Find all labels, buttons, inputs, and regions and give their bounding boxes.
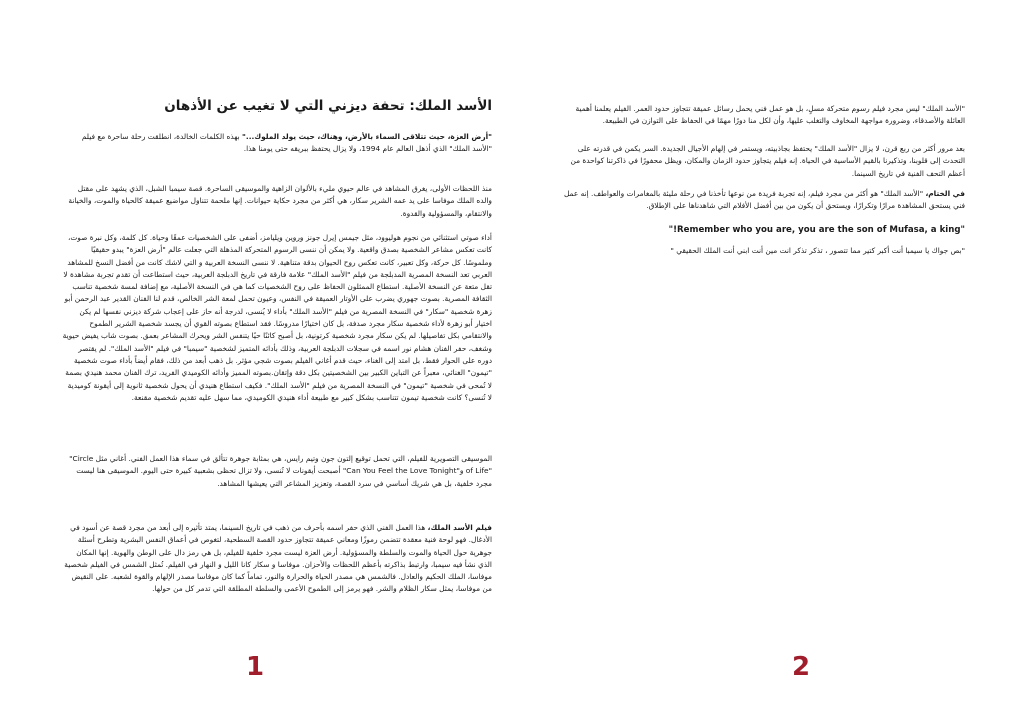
music-paragraph [62,453,492,490]
document-page-1 [62,0,492,724]
messages-paragraph: "الأسد الملك" ليس مجرد فيلم رسوم متحركة مسلٍ، بل هو عمل فني يحمل رسائل عميقة تتجاوز حدود العمر. الفيلم يعلمنا أهمية العائلة والأصدقاء، وضرورة مواجهة المخاوف والتغلب عليها، وأن لكل منا دورًا مهمًا في الحفاظ على التوازن في الطبيعة. [575,104,965,126]
symbolism-text: هذا العمل الفني الذي حفر اسمه بأحرف من ذهب في تاريخ السينما، يمتد تأثيره إلى أبعد من مجرد قصة عن أسود في الأدغال. فهو لوحة فنية معقدة تتضمن رموزًا ومعاني عميقة تتجاوز حدود القصة السطحية، لتغوص في أعماق النفس البشرية وتطرح أسئلة جوهرية حول الحياة والموت والسلطة والمسؤولية. أرض العزة ليست مجرد خلفية للفيلم، بل هي رمز دال على الوطن والهوية. إنها المكان الذي نشأ فيه سيمبا، وارتبط بذاكرته بأعظم اللحظات والأحزان. موفاسا و سكار كانا الليل و النهار في الفيلم. تُمثل الشمس في الفيلم شخصية موفاسا، الملك الحكيم والعادل. فالشمس هي مصدر الحياة والحرارة والنور، تماماً كما كان موفاسا مصدر الإلهام والقوة لشعبه. على النقيض من موفاسا، يمثل سكار الظلام والشر. فهو يرمز إلى الطموح الأعمى والسلطة المطلقة التي تدمر كل من حولها. [64,523,492,594]
legacy-paragraph: بعد مرور أكثر من ربع قرن، لا يزال "الأسد الملك" يحتفظ بجاذبيته، ويستمر في إلهام الأجيال الجديدة. السر يكمن في قدرته على التحدث إلى قلوبنا، وتذكيرنا بالقيم الأساسية في الحياة. إنه فيلم يتجاوز حدود الزمان والمكان، ويظل محفورًا في ذاكرتنا كواحدة من أعظم التحف الفنية في تاريخ السينما. [570,144,965,178]
arabic-quote: "بص جواك يا سيمبا أنت أكبر كتير مما تتصور ، تذكر تذكر انت مين أنت ابني أنت الملك الحقيقي " [670,246,965,255]
page-number-2: 2 [792,652,811,682]
page-number-1: 1 [246,652,265,682]
story-paragraph: منذ اللحظات الأولى، يغرق المشاهد في عالم حيوي مليء بالألوان الزاهية والموسيقى الساحرة. قصة سيمبا الشبل، الذي يشهد على مقتل والده الملك موفاسا على يد عمه الشرير سكار، هي أكثر من مجرد حكاية حيوانات. إنها ملحمة تتناول مواضيع عميقة كالحياة والموت، والخيانة والانتقام، والمسؤولية والقدوة. [68,184,492,218]
music-text-before: الموسيقى التصويرية للفيلم، التي تحمل توقيع إلتون جون وتيم رايس، هي بمثابة جوهرة تتألق في سماء هذا العمل الفني. أغاني مثل [93,454,492,463]
intro-quote: "أرض العزة، حيث تتلاقى السماء بالأرض، وهناك، حيث يولد الملوك..." [242,132,492,141]
conclusion-lead: في الختام، [925,189,965,198]
article-title: الأسد الملك: تحفة ديزني التي لا تغيب عن الأذهان [164,98,492,114]
conclusion-paragraph [560,188,965,213]
voice-acting-paragraph: أداء صوتي استثنائي من نجوم هوليوود، مثل جيمس إيرل جونز وروين ويليامز، أضفى على الشخصيات عمقًا وحياة. كل كلمة، وكل نبرة صوت، كانت تعكس مشاعر الشخصية بصدق واقعية. ولا يمكن أن ننسى الرسوم المتحركة المذهلة التي جعلت عالم "أرض العزة" يبدو حقيقيًا وملموسًا. كل حركة، وكل تعبير، كانت تعكس روح الحيوان بدقة متناهية. لا ننسى النسخة العربية و التي لاشك كانت من أفضل النسخ للمشاهد العربي تعد النسخة المصرية المدبلجة من فيلم "الأسد الملك" علامة فارقة في تاريخ الدبلجة العربية، حيث استطاعت أن تقدم تجربة مشاهدة لا تقل متعة عن النسخة الأصلية. استطاع الممثلون الحفاظ على روح الشخصيات كما هي في النسخة الأصلية، مع إضافة لمسة شخصية تناسب الثقافة المصرية. بصوت جهوري يضرب على الأوتار العميقة في النفس، وعيون تحمل لمعة الشر الخالص، قدم لنا الفنان القدير عبد الرحمن أبو زهرة شخصية "سكار" في النسخة المصرية من فيلم "الأسد الملك" بأداء لا يُنسى، لدرجة أنه حاز على إعجاب شركة ديزني نفسها لم يكن اختيار أبو زهرة لأداء شخصية سكار مجرد صدفة، بل كان اختيارًا مدروسًا. فقد استطاع بصوته القوي أن يجسد شخصية الشرير الطموح والانتقامي بكل تفاصيلها. لم يكن سكار مجرد شخصية كرتونية، بل أصبح كائنًا حيًا يتنفس الشر ويحرك المشاعر بعمق. بصوت شاب يفيض حيوية وشغف، حفر الفنان هشام نور اسمه في سجلات الدبلجة العربية، وذلك بأدائه المتميز لشخصية "سيمبا" في فيلم "الأسد الملك". لم يقتصر دوره على الحوار فقط، بل امتد إلى الغناء، حيث قدم أغاني الفيلم بصوت شجي مؤثر. بل ذهب أبعد من ذلك، فقام أيضاً بأداء صوت شخصية "تيمون" الغنائي، معبراً عن التباين الكبير بين الشخصيتين بكل دقة وإتقان.بصوته المميز وأدائه الكوميدي الفريد، ترك الفنان محمد هنيدي بصمة لا تُمحى في شخصية "تيمون" في النسخة المصرية من فيلم "الأسد الملك". فكيف استطاع هنيدي أن يحول شخصية ثانوية إلى أيقونة كوميدية لا تُنسى؟ كانت شخصية تيمون تتناسب بشكل كبير مع طبيعة أداء هنيدي الكوميدي، مما سهل عليه تقديم شخصية مقنعة. [62,233,492,402]
english-quote: "!Remember who you are, you are the son of Mufasa, a king" [668,225,965,235]
music-and: و [459,466,466,476]
intro-paragraph [62,131,492,156]
conclusion-text: "الأسد الملك" هو أكثر من مجرد فيلم، إنه تجربة فريدة من نوعها تأخذنا في رحلة مليئة بالمغامرات والعواطف. إنه عمل فني يستحق المشاهدة مرارًا وتكرارًا، ويستحق أن يكون من بين أفضل الأفلام التي شاهدناها على الإطلاق. [563,189,965,211]
symbolism-lead: فيلم الأسد الملك، [427,523,492,532]
symbolism-paragraph [62,522,492,596]
document-page-2 [560,0,965,724]
intro-text: بهذه الكلمات الخالدة، انطلقت رحلة ساحرة مع فيلم "الأسد الملك" الذي أذهل العالم عام 1994، ولا يزال يحتفظ ببريقه حتى يومنا هذا. [81,132,492,154]
song-circle-of-life: "Circle of Life" [69,454,492,476]
music-text-after: أصبحت أيقونات لا تُنسى، ولا تزال تحظى بشعبية كبيرة حتى اليوم. الموسيقى هنا ليست مجرد خلفية، بل هي شريك أساسي في سرد القصة، وتعزيز المشاعر التي يعيشها المشاهد. [76,466,492,488]
song-love-tonight: "Can You Feel the Love Tonight" [342,466,460,476]
